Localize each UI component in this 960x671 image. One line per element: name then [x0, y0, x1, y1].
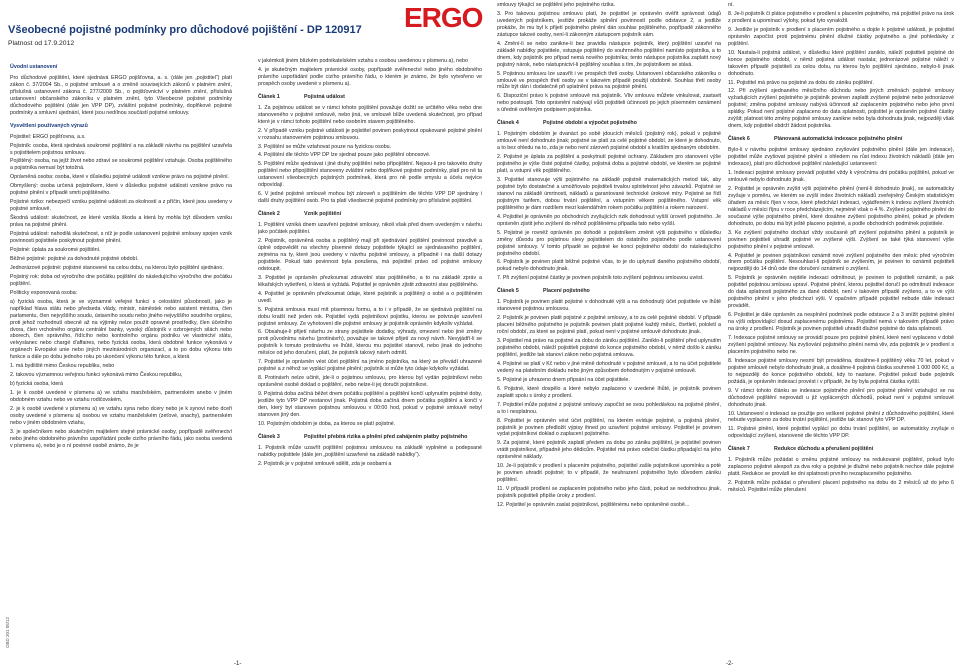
paragraph: 1. je k osobě uvedené v písmenu a) ve vztahu manželském, partnerském anebo v jiném obdobném vztahu nebo ve vztahu rodičovském, — [10, 390, 232, 404]
paragraph: 8. Protinávrh nelze učinit, jde-li o pojistnou smlouvu, pro kterou byl vydán pojistníkovi nebo oprávněné osobě doklad o pojištění, nebo nelze-li jej doručit pojistníkovi. — [258, 375, 482, 389]
paragraph: Pojistitel: ERGO pojišťovna, a.s. — [10, 133, 86, 140]
article-heading — [497, 120, 721, 127]
column-1 — [10, 58, 232, 662]
article-heading — [497, 288, 721, 295]
paragraph: 2. Pojistné je úplata za pojištění a poskytnutí pojistné ochrany. Základem pro stanovení výše pojistného je výše čisté pojistné částky, pojistná doba a pojistné období, ve kterém se pojistné platí, a vstupní věk pojištěného. — [497, 154, 721, 175]
document-title: Všeobecné pojistné podmínky pro důchodové pojištění - DP 120917 — [8, 24, 362, 36]
paragraph: 11. Pojistitel má právo na pojistné za dobu do zániku pojištění. — [728, 79, 874, 86]
paragraph: 12. Při zvýšení sjednaného měsíčního důchodu nebo jiných změnách pojistné smlouvy vyžadujících zvýšení pojistného je pojistník povinen zaplatit zvýšené pojistné nebo jednorázové pojistné; změna pojistné smlouvy nabývá účinnosti až zaplacením pojistného nebo jeho první splátky. Pokud není pojistné zaplaceno do data splatnosti, pojistitel je oprávněn pojistné částky zvýšit; platnost této změny pojistné smlouvy zanikne nebo byla dohodnuta jinak, nejpozději však dnem, kdy pojistitel obdrží žádost pojistníka. — [728, 88, 954, 130]
paragraph: 5. Pojistnou smlouvu lze uzavřít i ve prospěch třetí osoby. Ustanovení občanského zákoníku o smlouvě ve prospěch třetí osoby se v takovém případě použijí obdobně. Souhlas třetí osoby může být dán i dodatečně při uplatnění práva na pojistné plnění. — [497, 70, 721, 91]
paragraph: Pojištěný: osoba, na jejíž život nebo zdraví se soukromé pojištění vztahuje. Osoba pojištěného a pojistníka nemusí být totožná. — [10, 158, 232, 172]
paragraph: 9. Pojistná doba začíná běžet dnem počátku pojištění a pojištění končí uplynutím pojistné doby, jestliže tyto VPP DP nestanoví jinak. Pojistná doba začíná dnem počátku pojištění a končí v den, který byl stanoven pojistnou smlouvou v 00:00 hod, pokud v pojistné smlouvě nebyl stanoven jiný den. — [258, 391, 482, 418]
paragraph: Pojistník: osoba, která sjednává soukromé pojištění a na základě návrhu na pojištění uzavřela s pojistitelem pojistnou smlouvu. — [10, 142, 232, 156]
paragraph: 7. Při zvýšení pojistné částky je povinen pojistník toto zvýšení pojistnou smlouvou uvést. — [497, 275, 704, 282]
paragraph: 5. Pojištění může sjednávat i jiné druhy pojištění nebo připojištění. Nejsou-li pro takovéto druhy pojištění nebo připojištění stanoveny zvláštní nebo doplňkové pojistné podmínky, platí pro ně ta ustanovení všeobecných pojistných podmínek, která pro ně podle smyslu a účelu nejvíce odpovídají. — [258, 161, 482, 189]
ergo-logo: ERGO — [404, 2, 483, 33]
paragraph: Pojistný rok: doba od výročního dne počátku pojištění do následujícího výročního dne počátku pojištění. — [10, 273, 232, 287]
paragraph: 5. Pojistné je rovněž oprávněn po dohodě s pojistníkem změnit výši pojistného v důsledku změny důvodu pro pojistnou slevy pojistitelem do ostatního pojistného podle ustanovení pojistné smlouvy. V tomto případě se pojistné ke konci pojistného období do následujícího pojistného období. — [497, 229, 721, 257]
article-heading — [728, 446, 954, 453]
paragraph: 9. Za pojistné, které pojistník zaplatil předem za dobu po zániku pojištění, je pojistitel povinen vrátit pojistníkovi, případně jeho dědicům. Pojistitel má právo odečíst částku připadající na jeho oprávněné náklady. — [497, 440, 721, 461]
section-heading: Vysvětlení používaných výrazů — [10, 122, 88, 129]
paragraph: 9. Jestliže je pojistník v prodlení s placením pojistného a dojde k pojistné události, je pojistitel oprávněn započíst proti pojistnému plnění dlužné částky pojistného a jiné pohledávky z pojištění. — [728, 26, 954, 47]
paragraph: 11. V případě prodlení se zaplacením pojistného nebo jeho části, pokud se nedohodnou jinak, pojistník pojistiteli připíše úroky z prodlení. — [497, 486, 721, 500]
column-3 — [497, 2, 721, 662]
paragraph: 7. Pojistitel může pojistné z pojistné smlouvy započíst se svou pohledávkou na pojistné plnění, a to i nesplatnou. — [497, 401, 721, 415]
paragraph: 2. V případě vzniku pojistné události je pojistitel povinen poskytnout opakované pojistné plnění v rozsahu stanoveném pojistnou smlouvou. — [258, 127, 482, 141]
article-number: Článek 4 — [497, 120, 519, 127]
page-number-2: -2- — [726, 661, 734, 667]
paragraph: Pojistné riziko: nebezpečí vzniku pojistné události za okolností a z příčin, které jsou uvedeny v pojistné smlouvě. — [10, 199, 232, 213]
article-heading — [728, 136, 954, 143]
paragraph: 7. Indexace pojistné smlouvy se provádí pouze pro pojistné plnění, které není vyplaceno v době zvýšení pojistné smlouvy. Na zvyšování pojistného plnění nemá vliv, zda pojistník je v prodlení s placením pojistného nebo ne. — [728, 334, 954, 355]
paragraph: 12. Pojistitel je oprávněn zaslat pojistníkovi, pojištěnému nebo oprávněné osobě... — [497, 502, 690, 509]
paragraph: 1. Pojistník může požádat o změnu pojistné smlouvy na redukované pojištění, pokud bylo zaplaceno pojistné alespoň za dva roky a pojistné je dlužné nebo pojistník nechce dále pojistné platit. Redukce se provádí ke dni splatnosti prvního nezaplaceného pojistného. — [728, 457, 954, 478]
paragraph: Škodná událost: skutečnost, ze které vznikla škoda a která by mohla být důvodem vzniku práva na pojistné plnění. — [10, 215, 232, 229]
paragraph: 2. Pojistitel je oprávněn zvýšit výši pojistného plnění (není-li dohodnuto jinak), se automaticky zvyšuje v poměru, ve kterém se zvýší index životních nákladů zveřejněný Českým statistickým úřadem za měsíc říjen v roce, které předchází indexaci, vyjádřeném k indexu zvýšení životních nákladů v měsíci říjnu v roce předcházejícím, nejméně však o 4 %. Zvýšení pojistného plnění do současné výše pojistného plnění, které dosáhne zvýšení pojistného plnění, pokud je předem dohodnuto, po dobu má být ještě placeno pojistné, a podle obchodních podmínek pojistitele. — [728, 185, 954, 227]
paragraph: 1. Pojistník může uzavřít pojištění pojistnou smlouvou na základě vyplněné a podepsané nabídky pojistitele (dále jen „pojištění uzavřené na základě nabídky“). — [258, 444, 482, 458]
paragraph: 6. Obsahuje-li přijetí návrhu ze strany pojistitele dodatky, výhrady, omezení nebo jiné změny proti původnímu návrhu (protinávrh), považuje se takové přijetí za nový návrh. Nevyjádří-li se pojistník k tomuto protinávrhu ve lhůtě, kterou mu pojistitel stanovil, nebo jinak do jednoho měsíce od jeho doručení, platí, že pojistník takový návrh odmítl. — [258, 329, 482, 357]
paragraph: 5. Pojistník je oprávněn nejdéle indexaci odmítnout, je povinen to pojistiteli oznámit, a pak pojistitel pojistnou smlouvu upraví. Pojistné plnění, kterou pojistitel doručí po odmítnutí indexace do data splatnosti pojistného za dané období, není v takovém případě zvýšeno, a to ve výši pojistného plnění v jeho předchozí výši. V opačném případě pojistitel nebude dále indexaci provádět. — [728, 275, 954, 310]
article-title: Pojistné období a výpočet pojistného — [543, 120, 637, 127]
paragraph: Pro důchodové pojištění, které sjednává ERGO pojišťovna, a. s. (dále jen „pojistitel“) platí zákon č. 37/2004 Sb., o pojistné smlouvě a o změně souvisejících zákonů v platném znění, příslušná ustanovení zákona č. 277/2009 Sb., o pojišťovnictví v platném znění, příslušná ustanovení občanského zákoníku v platném znění, tyto Všeobecné pojistné podmínky důchodového pojištění (dále jen VPP DP), zvláštní pojistné podmínky, doplňkové pojistné podmínky a smluvní ujednání, které jsou nedílnou součástí pojistné smlouvy. — [10, 74, 232, 116]
paragraph: 1. Pojistník je povinen platit pojistné v dohodnuté výši a na dohodnutý účet pojistitele ve lhůtě stanovené pojistnou smlouvou. — [497, 299, 721, 313]
article-number: Článek 6 — [728, 136, 750, 143]
paragraph: ní. — [728, 2, 734, 8]
paragraph: 9. V rámci tohoto článku se indexace pojistného plnění pro pojistné plnění vztahující se na důchodové pojištění neprovádí u již vyplácených důchodů, pokud není v pojistné smlouvě dohodnuto jinak. — [728, 387, 954, 408]
paragraph: 1. Pojistným obdobím je dvanáct po sobě jdoucích měsíců (pojistný rok), pokud v pojistné smlouvě není dohodnuto jinak; pojistné se platí za celé pojistné období, ze které je dohodnuto, a to bez ohledu na to, zda je nebo není zároveň pojistné období s kratším sjednaným obdobím. — [497, 131, 721, 152]
paragraph: 6. V jedné pojistné smlouvě mohou být zároveň s pojištěním dle těchto VPP DP sjednány i další druhy pojištění osob. Pro ta platí všeobecné pojistné podmínky pro příslušné pojištění. — [258, 191, 482, 205]
paragraph: Jednorázové pojistné: pojistné stanovené na celou dobu, na kterou bylo pojištění sjednáno. — [10, 264, 224, 271]
paragraph: Pojistné: úplata za soukromé pojištění. — [10, 246, 101, 253]
article-title: Redukce důchodu a přerušení pojištění — [774, 446, 874, 453]
paragraph: 8. Pojistitel je oprávněn vést účet pojištění, na kterém eviduje pojistné, a pojistná plnění, pojistník je povinen předložit výpisy ihned po uzavření pojistné smlouvy. Pojistitel je povinen vydat pojistníkovi doklad o zaplacení pojistného. — [497, 417, 721, 438]
paragraph: 3. Pojištění se může vztahovat pouze na fyzickou osobu. — [258, 143, 392, 150]
article-number: Článek 2 — [258, 211, 280, 218]
article-title: Pojistná událost — [304, 93, 345, 100]
paragraph: v jakémkoli jiném blízkém podnikatelském vztahu s osobou uvedenou v písmenu a), nebo — [258, 58, 468, 64]
paragraph: 4. Pojištění dle těchto VPP DP lze sjednat pouze jako pojištění obnosové. — [258, 152, 431, 159]
paragraph: 10. Pojistným obdobím je doba, za kterou se platí pojistné. — [258, 420, 396, 427]
paragraph: 8. Je-li pojistník či plátce pojistného v prodlení s placením pojistného, má pojistitel právo na úrok z prodlení a upomínací výlohy, pokud tyto vynaložil. — [728, 10, 954, 24]
paragraph: smlouvy týkající se pojištění jeho pojistného rizika. — [497, 2, 616, 8]
paragraph: 6. Pojistné, které dospělo a které nebylo zaplaceno v uvedené lhůtě, je pojistník povinen zaplatit spolu s úroky z prodlení. — [497, 385, 721, 399]
paragraph: Bylo-li v návrhu pojistné smlouvy sjednáno zvyšování pojistného plnění (dále jen indexace), pojistitel může zvyšovat pojistné plnění s ohledem na růst indexu životních nákladů (dále jen indexace), platí pro důchodové pojištění následující ustanovení: — [728, 147, 954, 168]
paragraph: 10. Ustanovení o indexaci se použije pro veškeré pojistné plnění z důchodového pojištění, které nebude vyplaceno za dobu trvání pojištění, jestliže tak stanoví tyto VPP DP. — [728, 410, 954, 424]
paragraph: 6. Pojistník je povinen platit běžné pojistné včas, to je do uplynutí daného pojistného období, pokud nebylo dohodnuto jinak. — [497, 259, 721, 273]
column-2 — [258, 58, 482, 662]
article-title: Plánovaná automatická indexace pojistného plnění — [774, 136, 903, 143]
side-code: OBD 201 05/12 — [5, 616, 11, 649]
paragraph: Politicky exponovaná osoba: — [10, 289, 78, 296]
paragraph: 3. Ke zvýšení pojistného dochází vždy současně při zvýšení pojistného plnění a pojistník je povinen pojistiteli uhradit pojistné ve zvýšené výši. Zvýšení se také týká stanovení výše pojistného plnění v pojistné smlouvě. — [728, 229, 954, 250]
paragraph: 4. Pojistné se platí v Kč nebo v jiné měně dohodnuté v pojistné smlouvě, a to na účet pojistitele vedený na platebním dokladu nebo jiným způsobem dohodnutým v pojistné smlouvě. — [497, 360, 721, 374]
paragraph: 2. Pojistník je v pojistné smlouvě sdělit, zda je osobami a — [258, 460, 392, 467]
paragraph: 3. Pro takovou pojistnou smlouvu platí, že pojistitel je oprávněn ověřit správnost údajů uvedených pojistníkem, jestliže prokáže splnění povinností podle odstavce 2, a jestliže prokáže, že mu byl k přijetí pojistného plnění dán souhlas pojištěného, popřípadě zákonného zástupce takové osoby, není-li zákonným zástupcem pojistník sám. — [497, 10, 721, 38]
paragraph: Pojistná událost: nahodilá skutečnost, s níž je podle ustanovení pojistné smlouvy spojen vznik povinnosti pojistitele poskytnout pojistné plnění. — [10, 231, 232, 245]
paragraph: 7. Pojistitel je oprávněn vést účet pojištění na jméno pojistníka, na který se převádí uhrazené pojistné a z něhož se vyplácí pojistné plnění; pojistník si může tyto údaje kdykoliv vyžádat. — [258, 359, 482, 373]
paragraph: 6. Dispoziční právo k pojistné smlouvě má pojistník. Vliv smlouvu můžete vinkulovat, zastavit nebo postoupit. Toto oprávnění nabývají vůči pojistiteli účinnosti po jejich písemném oznámení s úředně ověřeným podpisem pojistníka. — [497, 93, 721, 114]
article-number: Článek 7 — [728, 446, 750, 453]
paragraph: 6. Pojistitel je dále oprávněn za nesplnění podmínek podle odstavce 2 a 3 snížit pojistné plnění na výši odpovídající dosud zaplacenému pojistnému. Pojistitel nemá v takovém případě právo na úroky z prodlení. Pojistník je povinen pojistiteli uhradit dlužné pojistné do data splatnosti. — [728, 312, 954, 333]
validity-date: Platnost od 17.9.2012 — [8, 40, 75, 47]
paragraph: 2. je k osobě uvedené v písmenu a) ve vztahu syna nebo dcery nebo je k synovi nebo dceři osoby uvedené v písmenu a) osobou ve vztahu manželském (zeťové, snachy), partnerském nebo v jiném obdobném vztahu, — [10, 406, 232, 426]
paragraph: 1. Pojištění vzniká dnem uzavření pojistné smlouvy, nikoli však před dnem uvedeným v návrhu jako počátek pojištění. — [258, 222, 482, 236]
article-number: Článek 5 — [497, 288, 519, 295]
paragraph: 3. Pojistitel je oprávněn přezkoumat zdravotní stav pojištěného, a to na základě zpráv a lékařských vyšetření, o která si vyžádá. Pojistitel je oprávněn zjistit zdravotní stav pojištěného. — [258, 274, 482, 288]
article-number: Článek 3 — [258, 433, 280, 440]
paragraph: 3. je společníkem nebo skutečným majitelem stejné právnické osoby, popřípadě svěřenectví nebo jiného obdobného právního uspořádání podle cizího právního řádu, jako osoba uvedená v písmenu a), nebo je o ní povinné osobě známo, že je — [10, 428, 232, 449]
paragraph: 4. Pojistitel je oprávněn po obchodních zvyšujících rizik dohodnout vyšší úroveň pojistného. Je oprávněn zjistit jeho zvýšení do něhož pojištěnému připadla tato nebo vyšší. — [497, 213, 721, 227]
article-heading — [258, 211, 482, 218]
paragraph: 1. Za pojistnou událost se v rámci tohoto pojištění považuje dožití se určitého věku nebo dne stanoveného v pojistné smlouvě, nebo jiná, ve smlouvě blíže uvedená skutečnost, pro případ které je v rámci tohoto pojištění nebo osobním stavem pojištěného. — [258, 104, 482, 125]
paragraph: 1. má bydliště mimo Českou republiku, nebo — [10, 363, 115, 370]
section-heading: Úvodní ustanovení — [10, 64, 58, 70]
article-number: Článek 1 — [258, 93, 280, 100]
paragraph: 4. je skutečným majitelem právnické osoby, popřípadě svěřenectví nebo jiného obdobného právního uspořádání podle cizího právního řádu, o kterém je známo, že bylo vytvořeno ve prospěch osoby uvedené v písmenu a). — [258, 66, 482, 87]
paragraph: Obmyšlený: osoba určená pojistníkem, které v důsledku pojistné události vznikne právo na pojistné plnění v případě smrti pojištěného. — [10, 183, 232, 197]
paragraph: 10. Nastala-li pojistná událost, v důsledku které pojištění zaniklo, náleží pojistiteli pojistné do konce pojistného období, v němž pojistná událost nastala; jednorázové pojistné náleží v takovém případě pojistiteli za celou dobu, na kterou bylo pojištění sjednáno, nebylo-li jinak dohodnuto. — [728, 49, 954, 77]
paragraph: 2. takovou významnou veřejnou funkci vykonává mimo Českou republiku, — [10, 372, 183, 379]
paragraph: 3. Pojistitel má právo na pojistné za dobu do zániku pojištění. Zaniklo-li pojištění před uplynutím pojistného období, náleží pojistiteli pojistné do konce pojistného období, v němž došlo k zániku pojištění, jestliže tak stanoví zákon nebo pojistná smlouva. — [497, 338, 721, 358]
paragraph: 2. Pojistník je povinen platit pojistné z pojistné smlouvy, a to za celé pojistné období. V případě placení běžného pojistného je pojistník povinen platit pojistné každý měsíc, čtvrtletí, pololetí a roční období, za které se pojistné platí, pokud není v pojistné smlouvě dohodnuto jinak. — [497, 315, 721, 336]
paragraph: Oprávněná osoba: osoba, které v důsledku pojistné události vznikne právo na pojistné plnění. — [10, 174, 230, 181]
column-4 — [728, 2, 954, 662]
paragraph: b) fyzická osoba, která — [10, 381, 63, 388]
paragraph: 11. Pojistné plnění, které pojistitel vyplácí po dobu trvání pojištění, se automaticky zvyšuje o odpovídající zvýšení, stanovené dle těchto VPP DP. — [728, 426, 954, 440]
paragraph: Běžné pojistné: pojistné za dohodnuté pojistné období. — [10, 255, 139, 262]
paragraph: 8. Indexace pojistné smlouvy nesmí být prováděna, dosáhne-li pojištěný věku 70 let, pokud v pojistné smlouvě nebylo dohodnuto jinak, a dosáhne-li pojistná částka souhrnně 1 000 000 Kč, a to nejpozději do konce pojistného období, kdy to nastane. Pojistitel pokud bude pojistník požádá, je oprávněn indexaci provést i v případě, že by byla pojistná částka vyšší. — [728, 357, 954, 385]
page-number-1: -1- — [234, 661, 242, 667]
article-title: Placení pojistného — [543, 288, 590, 295]
article-title: Pojistitel přebírá rizika a plnění před zahájením platby pojistného — [304, 433, 468, 440]
paragraph: 4. Pojistitel je oprávněn přezkoumat údaje, které pojistník a pojištěný o sobě a o pojištěném uvedl. — [258, 290, 482, 304]
article-heading — [258, 94, 482, 101]
paragraph: 4. Změní-li se nebo zanikne-li bez pravidla nástupce pojistník, který pojištění uzavřel na základě nabídky pojistitele, vstupuje pojištěný do souhrnného pojištění namísto pojistníka, a to dnem, kdy pojistník pro případ nemá nového pojistníka; tento nástupce pojistníka zaplatit nový pojistný nárok, nebo nástupnictví-li pojištěný souhlas s tím, že pojistníkem se stává. — [497, 40, 721, 68]
article-title: Vznik pojištění — [304, 211, 342, 218]
paragraph: 4. Pojistitel je povinen pojistníkovi oznámit nové zvýšení pojistného den měsíc před výročním dnem počátku pojištění. Nesouhlasí-li pojistník se zvýšením, je povinen to oznámit pojistiteli nejpozději do 14 dnů ode dne doručení oznámení o zvýšení. — [728, 252, 954, 273]
paragraph: 5. Pojistná smlouva musí mít písemnou formu, a to i v případě, že se sjednává pojištění na dobu kratší než jeden rok. Pojistitel vydá pojistníkovi pojistku, kterou se potvrzuje uzavření pojistné smlouvy. Ze vyhotovení dle pojistné smlouvy je pojistník oprávněn kdykoliv vyžádat. — [258, 306, 482, 327]
paragraph: 1. Indexaci pojistné smlouvy provádí pojistitel vždy k výročnímu dni počátku pojištění, pokud ve smlouvě nebylo dohodnuto jinak. — [728, 170, 954, 183]
article-heading — [258, 434, 482, 441]
paragraph: 2. Pojistník, oprávněná osoba a pojištěný mají při sjednávání pojištění povinnost pravdivě a úplně odpovědět na všechny písemné dotazy pojistitele týkající se sjednávaného pojištění, zejména na ty, které jsou uvedeny v návrhu pojistné smlouvy, a případně i na další dotazy pojistitele. Pokud tato povinnost byla porušena, má pojistitel právo od pojistné smlouvy odstoupit. — [258, 238, 482, 272]
paragraph: 5. Pojistné je uhrazeno dnem připsání na účet pojistitele. — [497, 376, 630, 383]
paragraph: 2. Pojistník může požádat o přerušení placení pojistného na dobu do 2 měsíců až do jeho 6 měsíců. Pojistitel může přerušení — [728, 480, 954, 494]
paragraph: 3. Pojistitel stanovuje výši pojistného na základě pojistně matematických metod tak, aby pojistné bylo dostatečné a umožňovalo pojistiteli trvalou splnitelnost jeho závazků. Pojistné se stanoví na základě úmrtnosti, nákladů a garantované technické úrokové míry. Pojistné se řídí pojistným tarifem, dobou trvání pojištění, a vstupním věkem pojištěného. Vstupní věk pojištěného je dám rozdílem mezi kalendářním rokem počátku pojištění a rokem narození. — [497, 176, 721, 211]
paragraph: a) fyzická osoba, která je ve významné veřejné funkci s celostátní působností, jako je například hlava státu nebo předseda vlády, ministr, náměstek nebo asistent ministra, člen parlamentu, člen nejvyššího soudu, ústavního soudu nebo jiného nejvyššího soudního orgánu, proti jehož rozhodnutí obecně až na výjimky nelze použít opravné prostředky, člen účetního dvora, člen vrcholného orgánu centrální banky, vysoký důstojník v ozbrojených silách nebo sborech, člen správního, řídícího nebo kontrolního orgánu podniku ve vlastnictví státu, velvyslanec nebo chargé d'affaires, nebo fyzická osoba, která obdobné funkce vykonává v orgánech Evropské unie nebo jiných mezinárodních organizací, a to po dobu výkonu této funkce a dále po dobu jednoho roku po ukončení výkonu této funkce, a která — [10, 298, 232, 361]
paragraph: 10. Je-li pojistník v prodlení s placením pojistného, pojistitel zašle pojistníkovi upomínku a poté je povinen uhradit pojistné; to v případě, že neuhrazení pojistného bylo důvodem zániku pojištění. — [497, 463, 721, 484]
